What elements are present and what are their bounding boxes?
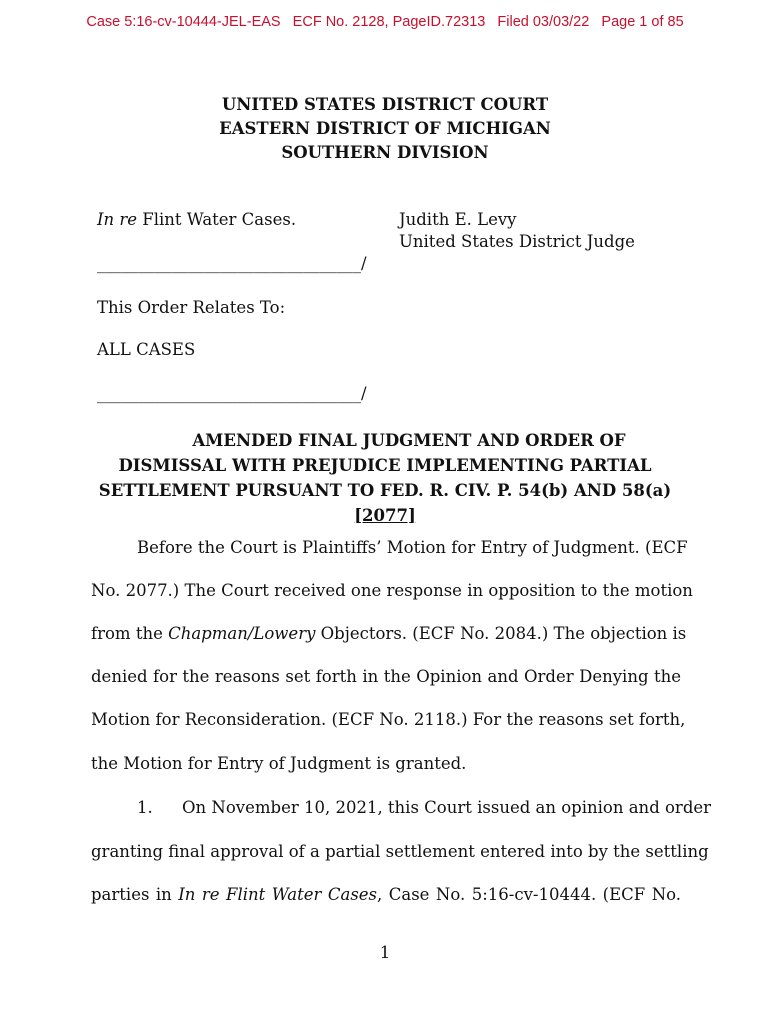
judge-title: United States District Judge [399,232,635,251]
all-cases: ALL CASES [97,340,196,359]
order-relates-to: This Order Relates To: [97,298,286,317]
body-text-segment: , Case No. 5:16-cv-10444. (ECF No. [377,885,682,904]
page-number: 1 [379,943,391,962]
objector-name: Chapman/Lowery [168,624,316,643]
body-text-segment: from the [91,624,169,643]
title-citation: [2077] [354,506,416,525]
document-title [0,428,770,528]
case-caption [97,210,296,229]
ecf-filing-header: Case 5:16-cv-10444-JEL-EAS ECF No. 2128, PageID.72313 Filed 03/03/22 Page 1 of 85 [86,14,684,30]
body-line: Motion for Reconsideration. (ECF No. 2118.) For the reasons set forth, [91,710,686,729]
title-line: DISMISSAL WITH PREJUDICE IMPLEMENTING PARTIAL [118,456,652,475]
caption-separator: ________________________________/ [97,254,367,273]
court-name: UNITED STATES DISTRICT COURT [221,95,549,114]
body-line [91,885,681,904]
body-line: On November 10, 2021, this Court issued an opinion and order [182,798,712,817]
body-line: granting final approval of a partial settlement entered into by the settling [91,842,709,861]
court-division: SOUTHERN DIVISION [281,143,489,162]
court-district: EASTERN DISTRICT OF MICHIGAN [219,119,551,138]
body-line: No. 2077.) The Court received one response in opposition to the motion [91,581,693,600]
court-heading [0,93,770,165]
case-prefix: In re [97,210,138,229]
case-name: Flint Water Cases. [137,210,297,229]
body-line [91,624,687,643]
title-line: SETTLEMENT PURSUANT TO FED. R. CIV. P. 54(b) AND 58(a) [98,481,672,500]
body-text-segment: parties in [91,885,179,904]
case-name-italic: In re Flint Water Cases [178,885,378,904]
caption-separator: ________________________________/ [97,384,367,403]
judge-name: Judith E. Levy [399,210,517,229]
body-line: the Motion for Entry of Judgment is granted. [91,754,467,773]
body-text-segment: Objectors. (ECF No. 2084.) The objection is [315,624,687,643]
paragraph-number: 1. [137,798,153,817]
body-line: denied for the reasons set forth in the Opinion and Order Denying the [91,667,681,686]
title-line: AMENDED FINAL JUDGMENT AND ORDER OF [192,431,626,450]
body-line: Before the Court is Plaintiffs’ Motion for Entry of Judgment. (ECF [137,538,688,557]
